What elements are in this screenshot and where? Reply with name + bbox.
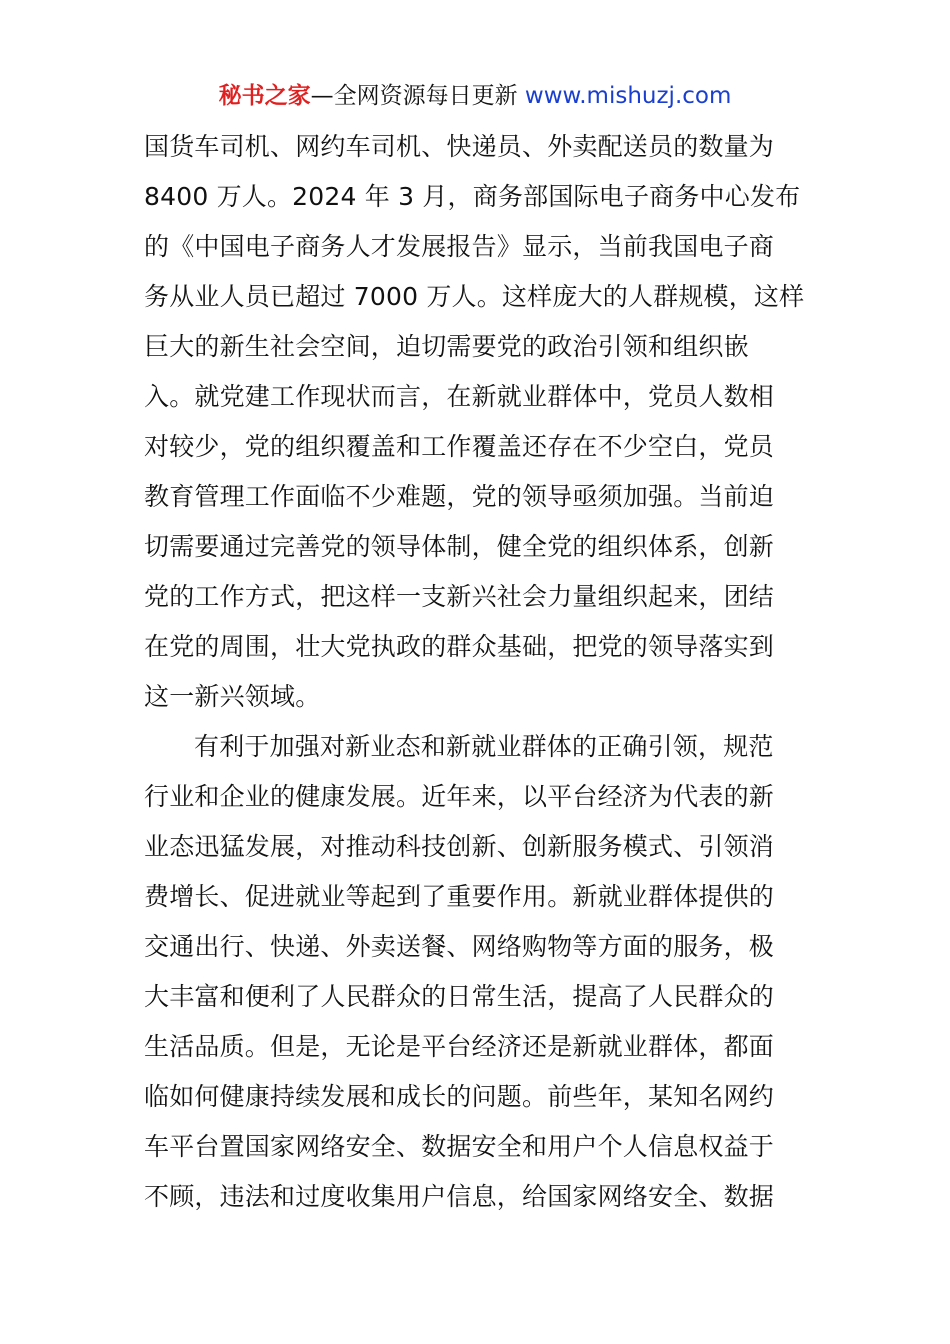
text-line: 临如何健康持续发展和成长的问题。前些年，某知名网约 bbox=[144, 1082, 775, 1111]
text-line: 生活品质。但是，无论是平台经济还是新就业群体，都面 bbox=[144, 1032, 775, 1061]
text-line: 行业和企业的健康发展。近年来，以平台经济为代表的新 bbox=[144, 782, 775, 811]
text-line: 大丰富和便利了人民群众的日常生活，提高了人民群众的 bbox=[144, 982, 775, 1011]
site-url-link[interactable]: www.mishuzj.com bbox=[524, 83, 732, 109]
text-line: 费增长、促进就业等起到了重要作用。新就业群体提供的 bbox=[144, 882, 775, 911]
paragraph bbox=[144, 722, 808, 1222]
text-line: 不顾，违法和过度收集用户信息，给国家网络安全、数据 bbox=[144, 1182, 775, 1211]
text-line: 入。就党建工作现状而言，在新就业群体中，党员人数相 bbox=[144, 382, 775, 411]
text-line: 的《中国电子商务人才发展报告》显示，当前我国电子商 bbox=[144, 232, 775, 261]
text-line: 交通出行、快递、外卖送餐、网络购物等方面的服务，极 bbox=[144, 932, 775, 961]
text-line: 切需要通过完善党的领导体制，健全党的组织体系，创新 bbox=[144, 532, 775, 561]
paragraph bbox=[144, 122, 808, 722]
text-line: 车平台置国家网络安全、数据安全和用户个人信息权益于 bbox=[144, 1132, 775, 1161]
document-body bbox=[144, 122, 808, 1222]
text-line: 8400 万人。2024 年 3 月，商务部国际电子商务中心发布 bbox=[144, 182, 801, 211]
text-line: 在党的周围，壮大党执政的群众基础，把党的领导落实到 bbox=[144, 632, 775, 661]
text-line-first: 有利于加强对新业态和新就业群体的正确引领，规范 bbox=[194, 732, 774, 761]
text-line: 对较少，党的组织覆盖和工作覆盖还存在不少空白，党员 bbox=[144, 432, 775, 461]
site-tagline: —全网资源每日更新 bbox=[310, 83, 518, 109]
text-line: 教育管理工作面临不少难题，党的领导亟须加强。当前迫 bbox=[144, 482, 775, 511]
text-line: 党的工作方式，把这样一支新兴社会力量组织起来，团结 bbox=[144, 582, 775, 611]
text-line: 业态迅猛发展，对推动科技创新、创新服务模式、引领消 bbox=[144, 832, 775, 861]
text-line: 务从业人员已超过 7000 万人。这样庞大的人群规模，这样 bbox=[144, 282, 805, 311]
text-line: 巨大的新生社会空间，迫切需要党的政治引领和组织嵌 bbox=[144, 332, 749, 361]
text-line: 国货车司机、网约车司机、快递员、外卖配送员的数量为 bbox=[144, 132, 775, 161]
site-header bbox=[0, 80, 950, 112]
text-line: 这一新兴领域。 bbox=[144, 682, 321, 711]
site-brand: 秘书之家 bbox=[218, 83, 311, 109]
